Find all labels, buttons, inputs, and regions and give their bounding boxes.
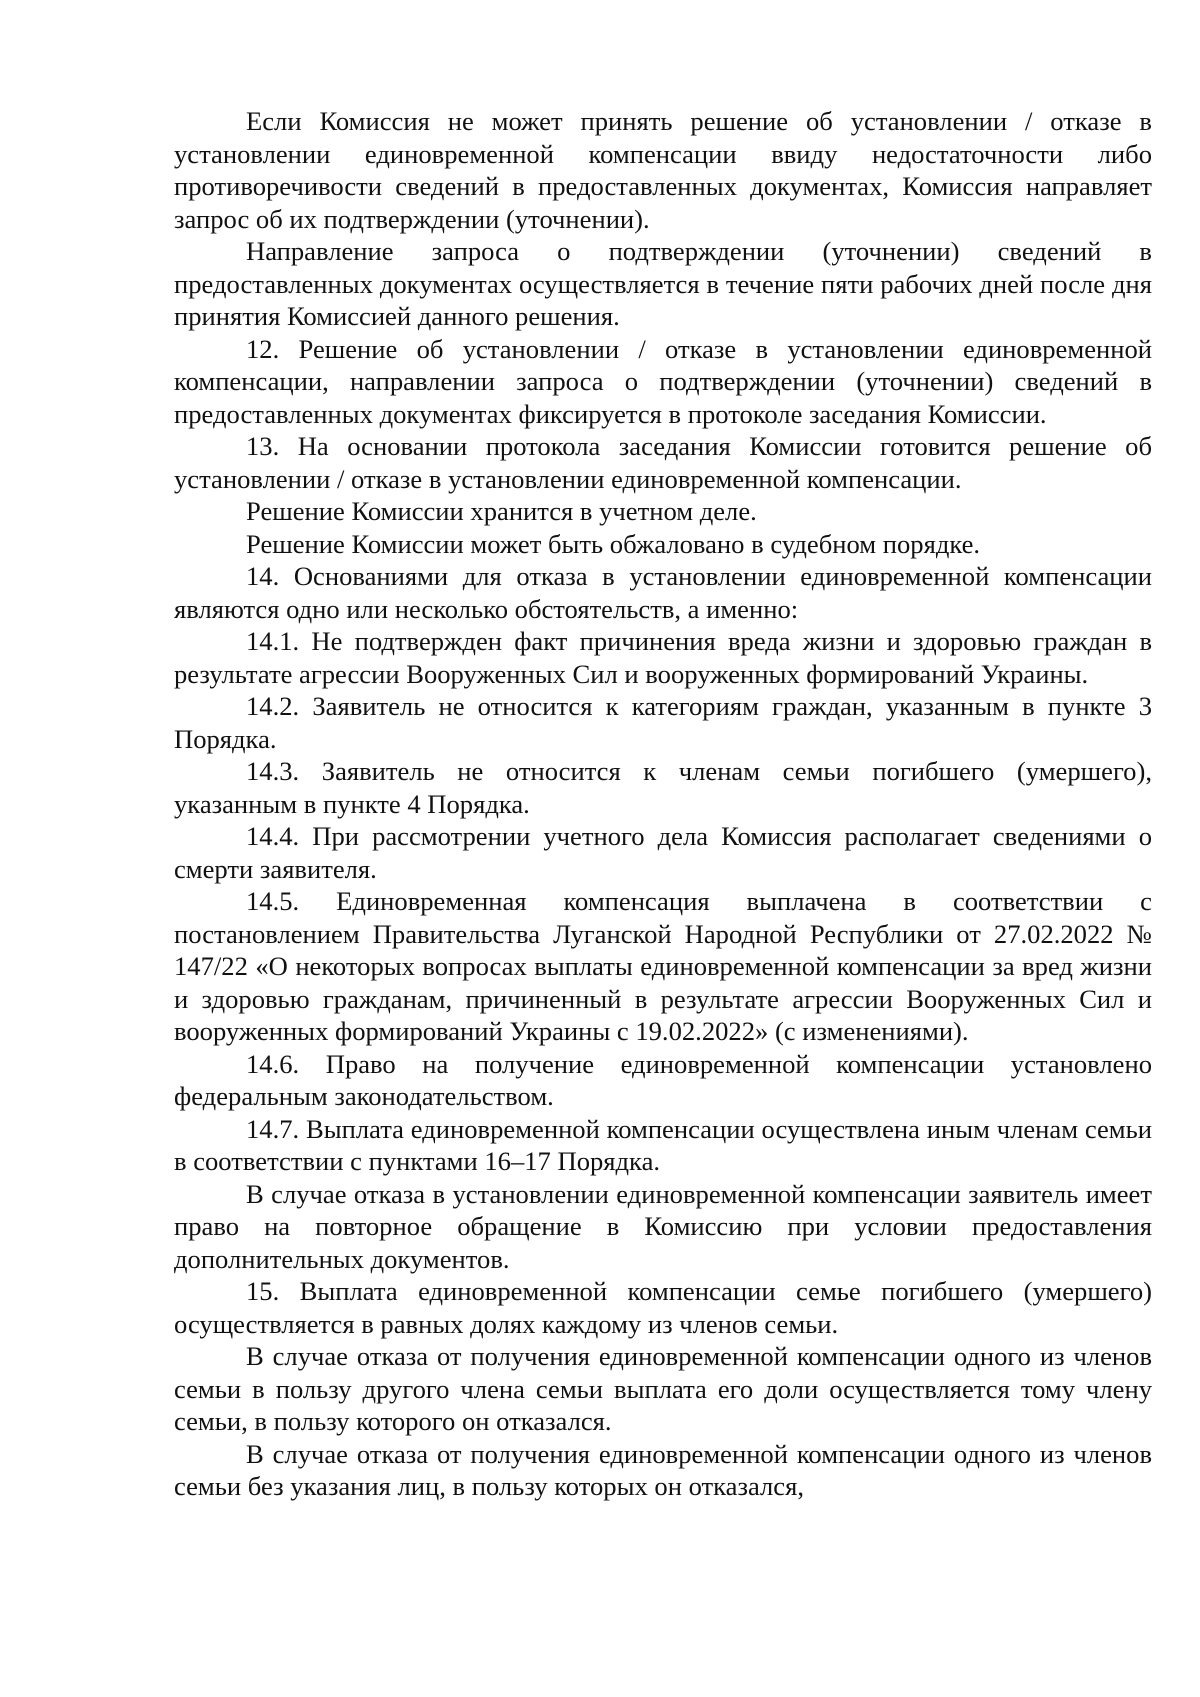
paragraph-14-6: 14.6. Право на получение единовременной компенсации установлено федеральным законодательством. <box>174 1048 1152 1111</box>
paragraph-13: 13. На основании протокола заседания Комиссии готовится решение об установлении / отказе в установлении единовременной компенсации. <box>174 431 1152 494</box>
paragraph-commission-request: Если Комиссия не может принять решение об установлении / отказе в установлении единовременной компенсации ввиду недостаточности либо противоречивости сведений в предоставленных документах, Комиссия направляет запрос об их подтверждении (уточнении). <box>174 106 1152 234</box>
paragraph-12: 12. Решение об установлении / отказе в установлении единовременной компенсации, направлении запроса о подтверждении (уточнении) сведений в предоставленных документах фиксируется в протоколе заседания Комиссии. <box>174 333 1152 429</box>
paragraph-14-7: 14.7. Выплата единовременной компенсации осуществлена иным членам семьи в соответствии с пунктами 16–17 Порядка. <box>174 1113 1152 1176</box>
paragraph-request-term: Направление запроса о подтверждении (уточнении) сведений в предоставленных документах осуществляется в течение пяти рабочих дней после дня принятия Комиссией данного решения. <box>174 236 1152 331</box>
paragraph-14-2: 14.2. Заявитель не относится к категориям граждан, указанным в пункте 3 Порядка. <box>174 691 1152 754</box>
paragraph-14-4: 14.4. При рассмотрении учетного дела Комиссия располагает сведениями о смерти заявителя. <box>174 821 1152 884</box>
document-page <box>174 105 1152 1503</box>
paragraph-refusal-unspecified: В случае отказа от получения единовременной компенсации одного из членов семьи без указания лиц, в пользу которых он отказался, <box>174 1438 1152 1501</box>
paragraph-repeat-application: В случае отказа в установлении единовременной компенсации заявитель имеет право на повторное обращение в Комиссию при условии предоставления дополнительных документов. <box>174 1178 1152 1274</box>
paragraph-14-1: 14.1. Не подтвержден факт причинения вреда жизни и здоровью граждан в результате агрессии Вооруженных Сил и вооруженных формирований Украины. <box>174 626 1152 689</box>
paragraph-14: 14. Основаниями для отказа в установлении единовременной компенсации являются одно или несколько обстоятельств, а именно: <box>174 561 1152 624</box>
paragraph-decision-storage: Решение Комиссии хранится в учетном деле. <box>246 496 757 526</box>
paragraph-refusal-in-favor: В случае отказа от получения единовременной компенсации одного из членов семьи в пользу другого члена семьи выплата его доли осуществляется тому члену семьи, в пользу которого он отказался. <box>174 1341 1152 1436</box>
paragraph-14-3: 14.3. Заявитель не относится к членам семьи погибшего (умершего), указанным в пункте 4 Порядка. <box>174 756 1152 819</box>
paragraph-15: 15. Выплата единовременной компенсации семье погибшего (умершего) осуществляется в равных долях каждому из членов семьи. <box>174 1276 1152 1339</box>
paragraph-14-5: 14.5. Единовременная компенсация выплачена в соответствии с постановлением Правительства Луганской Народной Республики от 27.02.2022 № 147/22 «О некоторых вопросах выплаты единовременной компенсации за вред жизни и здоровью гражданам, причиненный в результате агрессии Вооруженных Сил и вооруженных формирований Украины с 19.02.2022» (с изменениями). <box>174 886 1152 1046</box>
paragraph-decision-appeal: Решение Комиссии может быть обжаловано в судебном порядке. <box>246 528 981 559</box>
